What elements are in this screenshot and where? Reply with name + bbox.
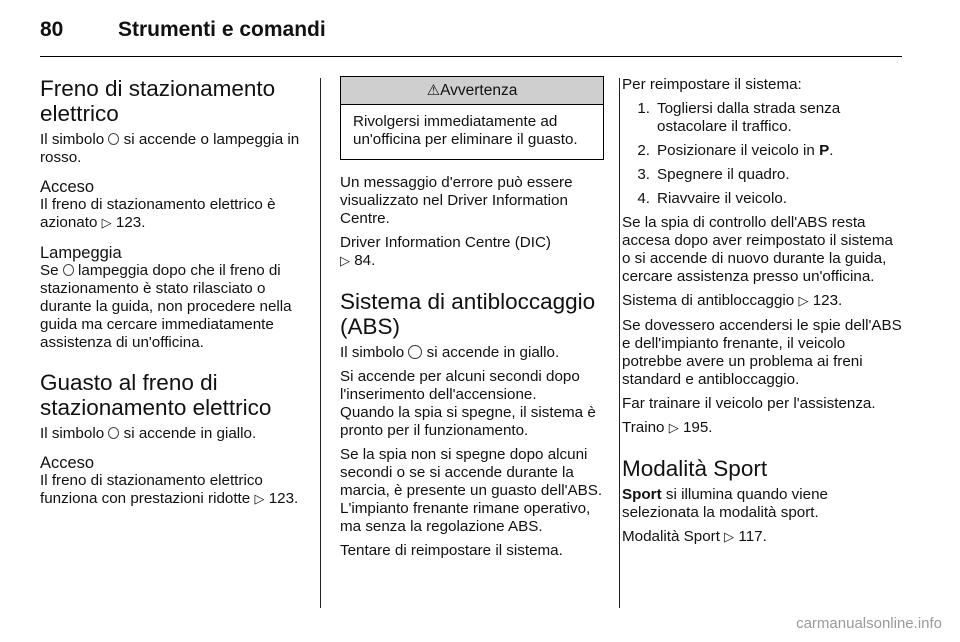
page-ref-link[interactable]: 123. [115, 214, 146, 231]
warning-title: Avvertenza [440, 82, 518, 99]
reference-arrow-icon: ▷ [668, 421, 679, 436]
paragraph: Tentare di reimpostare il sistema. [340, 542, 563, 559]
list-item: 3. Spegnere il quadro. [637, 166, 790, 183]
parking-brake-icon [108, 133, 119, 145]
paragraph: Il freno di stazionamento elettrico funziona con prestazioni ridotte ▷ 123. [40, 472, 299, 507]
page-ref-link[interactable]: 117. [738, 528, 767, 545]
paragraph: Il freno di stazionamento elettrico è azionato ▷ 123. [40, 196, 276, 231]
paragraph: Se la spia di controllo dell'ABS resta accesa dopo aver reimpostato il sistema o si accende di nuovo durante la guida, cercare assistenza presso un'officina. [622, 214, 893, 285]
list-item: 1. Togliersi dalla strada senza ostacolare il traffico. [637, 100, 841, 135]
column-divider-1 [320, 78, 321, 608]
paragraph: Sport si illumina quando viene selezionata la modalità sport. [622, 486, 828, 521]
abs-icon [408, 345, 422, 359]
column-1 [40, 76, 304, 515]
reset-steps-list [622, 100, 904, 208]
warning-header [341, 77, 603, 105]
subheading-acceso: Acceso [40, 454, 95, 472]
parking-brake-icon [63, 264, 74, 276]
paragraph: Se lampeggia dopo che il freno di stazionamento è stato rilasciato o durante la guida, non procedere nella guida ma cercare immediatamente assistenza di un'officina. [40, 262, 292, 351]
paragraph: Driver Information Centre (DIC) ▷ 84. [340, 234, 551, 269]
column-3 [622, 76, 904, 553]
heading-modalita-sport: Modalità Sport [622, 456, 768, 481]
page-ref-link[interactable]: 123. [812, 292, 843, 309]
paragraph: Se dovessero accendersi le spie dell'ABS e dell'impianto frenante, il veicolo potrebbe avere un problema ai freni standard e antibloccaggio. [622, 317, 902, 388]
column-2 [340, 76, 604, 566]
heading-freno-stazionamento: Freno di stazionamento elettrico [40, 76, 276, 126]
list-item: 2. Posizionare il veicolo in P. [637, 142, 834, 159]
subheading-lampeggia: Lampeggia [40, 244, 122, 262]
paragraph: Per reimpostare il sistema: [622, 76, 802, 93]
paragraph: Quando la spia si spegne, il sistema è pronto per il funzionamento. [340, 404, 596, 439]
paragraph: Il simbolo si accende o lampeggia in rosso. [40, 131, 300, 166]
paragraph: Sistema di antibloccaggio ▷ 123. [622, 292, 843, 309]
list-item: 4. Riavvaire il veicolo. [637, 190, 787, 207]
paragraph: Se la spia non si spegne dopo alcuni secondi o se si accende durante la marcia, è presente un guasto dell'ABS. L'impianto frenante rimane operativo, ma senza la regolazione ABS. [340, 446, 603, 535]
reference-arrow-icon: ▷ [101, 216, 112, 231]
paragraph: Si accende per alcuni secondi dopo l'inserimento dell'accensione. [340, 368, 580, 403]
page-number: 80 [40, 18, 64, 41]
paragraph: Far trainare il veicolo per l'assistenza. [622, 395, 876, 412]
watermark: carmanualsonline.info [796, 615, 942, 632]
warning-text: Rivolgersi immediatamente ad un'officina per eliminare il guasto. [353, 113, 578, 148]
reference-arrow-icon: ▷ [254, 492, 265, 507]
parking-brake-icon [108, 427, 119, 439]
heading-abs: Sistema di antibloccaggio (ABS) [340, 289, 596, 339]
page-header [40, 18, 326, 42]
page-ref-link[interactable]: 195. [682, 419, 713, 436]
warning-box [340, 76, 604, 160]
paragraph: Il simbolo si accende in giallo. [340, 344, 560, 361]
reference-arrow-icon: ▷ [340, 254, 350, 269]
heading-guasto: Guasto al freno di stazionamento elettrico [40, 370, 272, 420]
paragraph: Modalità Sport ▷ 117. [622, 528, 767, 545]
paragraph: Un messaggio d'errore può essere visualizzato nel Driver Information Centre. [340, 174, 573, 227]
page-ref-link[interactable]: 84. [354, 252, 376, 269]
subheading-acceso: Acceso [40, 178, 95, 196]
reference-arrow-icon: ▷ [724, 530, 735, 545]
section-title: Strumenti e comandi [118, 18, 326, 41]
paragraph: Traino ▷ 195. [622, 419, 713, 436]
page-ref-link[interactable]: 123. [268, 490, 299, 507]
reference-arrow-icon: ▷ [798, 294, 809, 309]
warning-triangle-icon: ⚠ [426, 81, 441, 99]
paragraph: Il simbolo si accende in giallo. [40, 425, 257, 442]
header-rule [40, 56, 902, 57]
column-divider-2 [619, 78, 620, 608]
